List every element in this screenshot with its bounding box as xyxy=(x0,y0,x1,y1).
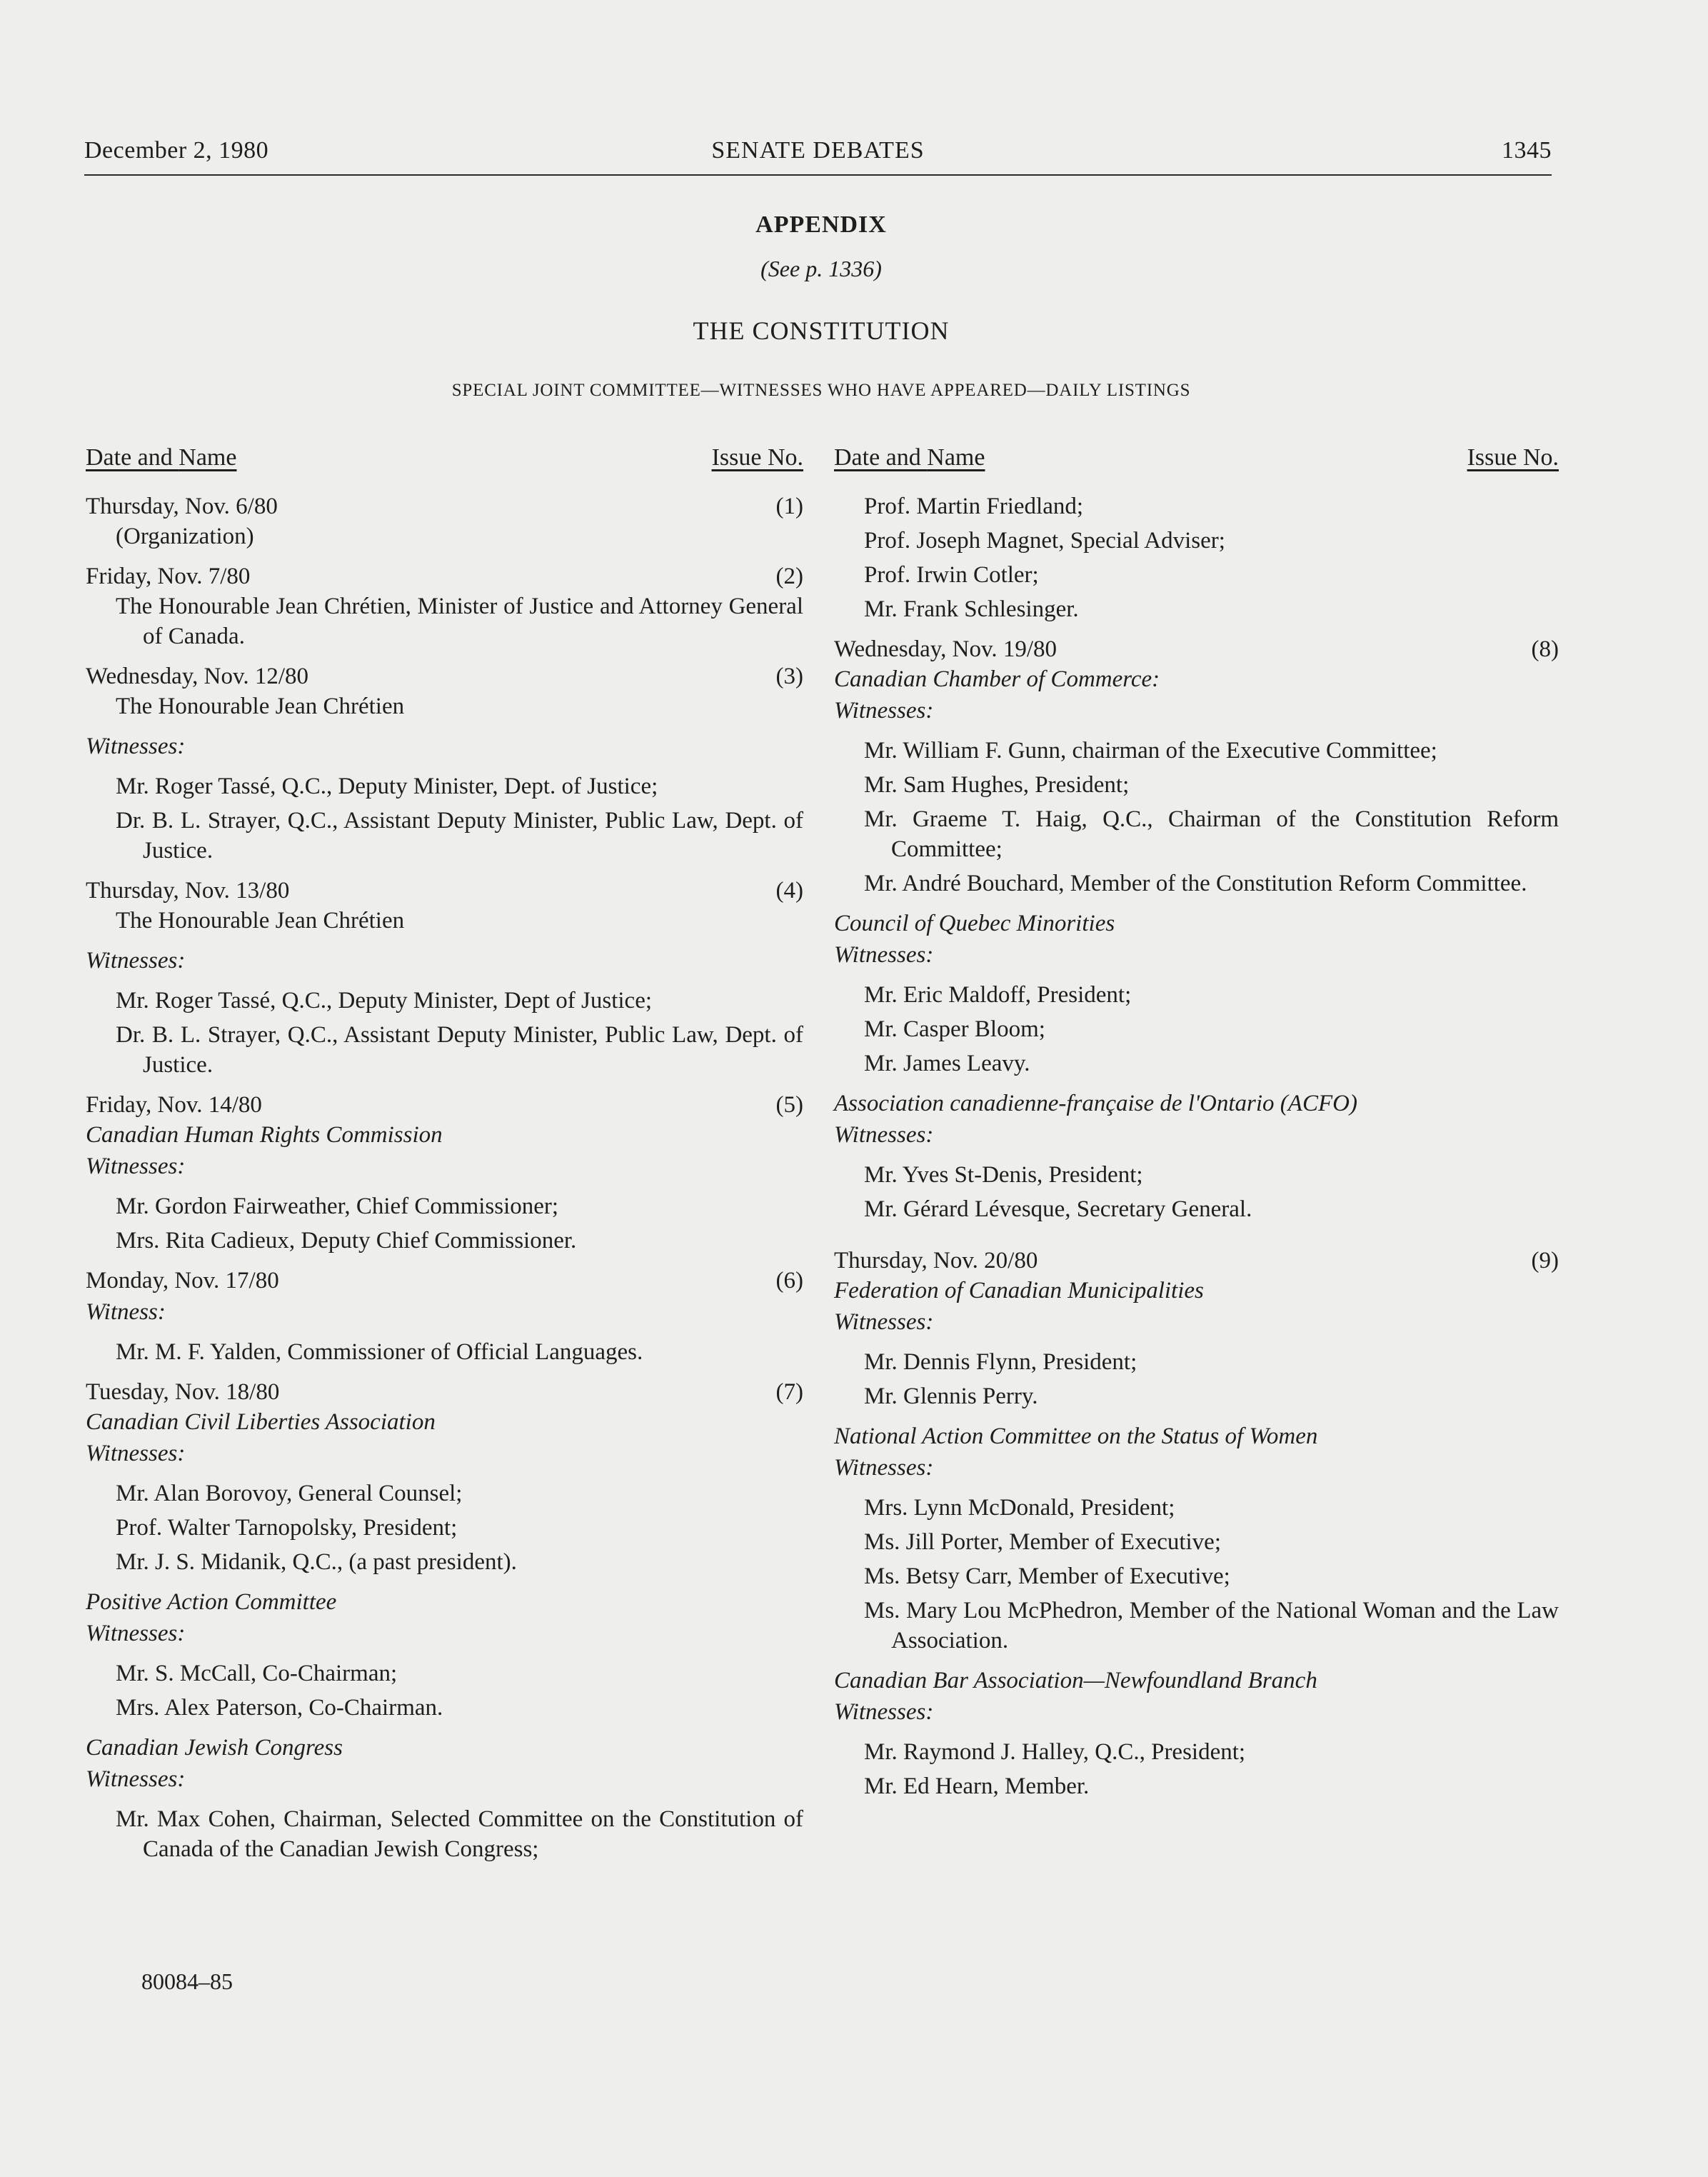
organization-name: Association canadienne-française de l'Ontario (ACFO) xyxy=(834,1091,1357,1116)
header-issue-no: Issue No. xyxy=(1467,444,1559,471)
witness-name: Mr. Roger Tassé, Q.C., Deputy Minister, Dept. of Justice; xyxy=(116,774,658,799)
witnesses-label: Witnesses: xyxy=(86,1153,186,1179)
continued-witness-list xyxy=(834,491,1559,624)
witness-name: Mr. Roger Tassé, Q.C., Deputy Minister, Dept of Justice; xyxy=(116,988,653,1014)
witness-name: Prof. Joseph Magnet, Special Adviser; xyxy=(864,528,1225,554)
issue-number: (1) xyxy=(775,494,803,519)
witnesses-label: Witnesses: xyxy=(834,698,934,724)
entry-date: Wednesday, Nov. 12/80 xyxy=(86,664,309,689)
witnesses-label: Witnesses: xyxy=(86,734,186,759)
witness-name: Mr. Raymond J. Halley, Q.C., President; xyxy=(864,1739,1246,1765)
listing-entry xyxy=(86,1090,803,1256)
organization-group xyxy=(834,1088,1559,1224)
witness-name: Mr. Eric Maldoff, President; xyxy=(864,982,1132,1008)
left-column xyxy=(86,443,803,1874)
issue-number: (7) xyxy=(775,1379,803,1405)
header-name: Name xyxy=(179,444,237,471)
issue-number: (8) xyxy=(1531,636,1559,662)
issue-number: (6) xyxy=(775,1268,803,1293)
witnesses-label: Witnesses: xyxy=(834,942,934,968)
right-column xyxy=(834,443,1559,1811)
witness-name: Mr. André Bouchard, Member of the Constitution Reform Committee. xyxy=(864,871,1527,896)
issue-number: (2) xyxy=(775,564,803,589)
witness-name: Prof. Martin Friedland; xyxy=(864,494,1084,519)
witness-name: Mr. Gérard Lévesque, Secretary General. xyxy=(864,1196,1252,1222)
witnesses-label: Witnesses: xyxy=(834,1309,934,1335)
organization-group xyxy=(86,1587,803,1723)
entry-text: The Honourable Jean Chrétien xyxy=(116,694,405,719)
witness-name: Mr. Gordon Fairweather, Chief Commissioner; xyxy=(116,1193,559,1219)
organization-group xyxy=(834,909,1559,1079)
entry-date: Friday, Nov. 14/80 xyxy=(86,1092,262,1118)
witness-name: Mr. Dennis Flynn, President; xyxy=(864,1349,1137,1375)
listing-entry xyxy=(86,561,803,651)
witnesses-label: Witnesses: xyxy=(86,1766,186,1792)
organization-name: Positive Action Committee xyxy=(86,1589,337,1615)
witness-name: Mr. Casper Bloom; xyxy=(864,1016,1045,1042)
organization-name: Council of Quebec Minorities xyxy=(834,911,1115,936)
witness-name: Ms. Betsy Carr, Member of Executive; xyxy=(864,1563,1230,1589)
listing-entry xyxy=(86,1266,803,1367)
witness-name: Prof. Irwin Cotler; xyxy=(864,562,1039,588)
issue-number: (9) xyxy=(1531,1248,1559,1273)
witness-name: Mr. J. S. Midanik, Q.C., (a past president). xyxy=(116,1549,517,1575)
organization-name: National Action Committee on the Status of Women xyxy=(834,1423,1318,1449)
organization-name: Canadian Human Rights Commission xyxy=(86,1122,443,1148)
issue-number: (3) xyxy=(775,664,803,689)
witness-name: Mr. Sam Hughes, President; xyxy=(864,772,1130,798)
listing-entry xyxy=(834,1246,1559,1411)
witness-name: Dr. B. L. Strayer, Q.C., Assistant Deputy Minister, Public Law, Dept. of Justice. xyxy=(116,808,803,864)
organization-name: Federation of Canadian Municipalities xyxy=(834,1278,1204,1303)
witness-name: Mr. S. McCall, Co-Chairman; xyxy=(116,1661,398,1686)
issue-number: (5) xyxy=(775,1092,803,1118)
listing-entry xyxy=(86,1377,803,1577)
section-title: THE CONSTITUTION xyxy=(693,316,950,345)
witness-name: Mr. James Leavy. xyxy=(864,1051,1030,1076)
witness-name: Mr. Glennis Perry. xyxy=(864,1383,1038,1409)
header-name: Name xyxy=(927,444,985,471)
organization-group xyxy=(834,1421,1559,1656)
header-issue-no: Issue No. xyxy=(711,444,803,471)
witnesses-label: Witnesses: xyxy=(86,1621,186,1646)
witness-name: Ms. Mary Lou McPhedron, Member of the National Woman and the Law Association. xyxy=(864,1598,1559,1653)
organization-name: Canadian Bar Association—Newfoundland Branch xyxy=(834,1668,1317,1693)
print-code: 80084–85 xyxy=(141,1968,233,1994)
header-title: SENATE DEBATES xyxy=(711,137,925,164)
listing-entry xyxy=(834,634,1559,899)
entry-text: The Honourable Jean Chrétien xyxy=(116,908,405,934)
column-header xyxy=(86,443,803,473)
witnesses-label: Witnesses: xyxy=(86,948,186,974)
listing-entry xyxy=(86,661,803,866)
witness-name: Mr. Frank Schlesinger. xyxy=(864,596,1079,622)
witness-name: Mrs. Lynn McDonald, President; xyxy=(864,1495,1175,1521)
witness-name: Mr. Alan Borovoy, General Counsel; xyxy=(116,1481,463,1506)
witness-name: Mr. Ed Hearn, Member. xyxy=(864,1773,1090,1799)
witnesses-label: Witnesses: xyxy=(834,1455,934,1481)
witness-name: Mrs. Alex Paterson, Co-Chairman. xyxy=(116,1695,443,1721)
page-number: 1345 xyxy=(1502,137,1552,164)
witnesses-label: Witnesses: xyxy=(834,1122,934,1148)
header-date: December 2, 1980 xyxy=(84,137,269,164)
witness-name: Dr. B. L. Strayer, Q.C., Assistant Deputy Minister, Public Law, Dept. of Justice. xyxy=(116,1022,803,1078)
entry-note: (Organization) xyxy=(116,524,254,549)
organization-name: Canadian Chamber of Commerce: xyxy=(834,666,1160,692)
organization-name: Canadian Jewish Congress xyxy=(86,1735,343,1761)
entry-date: Thursday, Nov. 6/80 xyxy=(86,494,278,519)
witness-name: Ms. Jill Porter, Member of Executive; xyxy=(864,1529,1221,1555)
entry-date: Monday, Nov. 17/80 xyxy=(86,1268,279,1293)
header-date-and: Date and xyxy=(86,444,179,471)
organization-name: Canadian Civil Liberties Association xyxy=(86,1409,436,1435)
header-date-and: Date and xyxy=(834,444,928,471)
witness-name: Mr. Graeme T. Haig, Q.C., Chairman of the Constitution Reform Committee; xyxy=(864,806,1559,862)
witness-name: Mr. William F. Gunn, chairman of the Executive Committee; xyxy=(864,738,1437,764)
entry-date: Friday, Nov. 7/80 xyxy=(86,564,251,589)
entry-date: Thursday, Nov. 20/80 xyxy=(834,1248,1038,1273)
witness-name: Mr. M. F. Yalden, Commissioner of Official Languages. xyxy=(116,1339,643,1365)
organization-group xyxy=(86,1733,803,1864)
entry-date: Wednesday, Nov. 19/80 xyxy=(834,636,1058,662)
witness-name: Prof. Walter Tarnopolsky, President; xyxy=(116,1515,458,1541)
listing-entry xyxy=(86,876,803,1080)
witnesses-label: Witnesses: xyxy=(86,1441,186,1466)
page-header xyxy=(84,137,1552,176)
listing-entry xyxy=(86,491,803,551)
witness-label: Witness: xyxy=(86,1299,166,1325)
section-subtitle: SPECIAL JOINT COMMITTEE—WITNESSES WHO HAVE APPEARED—DAILY LISTINGS xyxy=(451,381,1191,400)
witness-name: Mr. Yves St-Denis, President; xyxy=(864,1162,1143,1188)
witness-name: The Honourable Jean Chrétien, Minister of Justice and Attorney General of Canada. xyxy=(116,594,803,649)
column-header xyxy=(834,443,1559,473)
page-reference: (See p. 1336) xyxy=(760,256,882,281)
witnesses-label: Witnesses: xyxy=(834,1699,934,1725)
witness-name: Mr. Max Cohen, Chairman, Selected Committee on the Constitution of Canada of the Canadian Jewish Congress; xyxy=(116,1806,803,1862)
witness-name: Mrs. Rita Cadieux, Deputy Chief Commissioner. xyxy=(116,1228,577,1253)
organization-group xyxy=(834,1666,1559,1801)
entry-date: Thursday, Nov. 13/80 xyxy=(86,878,290,904)
entry-date: Tuesday, Nov. 18/80 xyxy=(86,1379,280,1405)
issue-number: (4) xyxy=(775,878,803,904)
appendix-heading: APPENDIX xyxy=(755,211,887,238)
